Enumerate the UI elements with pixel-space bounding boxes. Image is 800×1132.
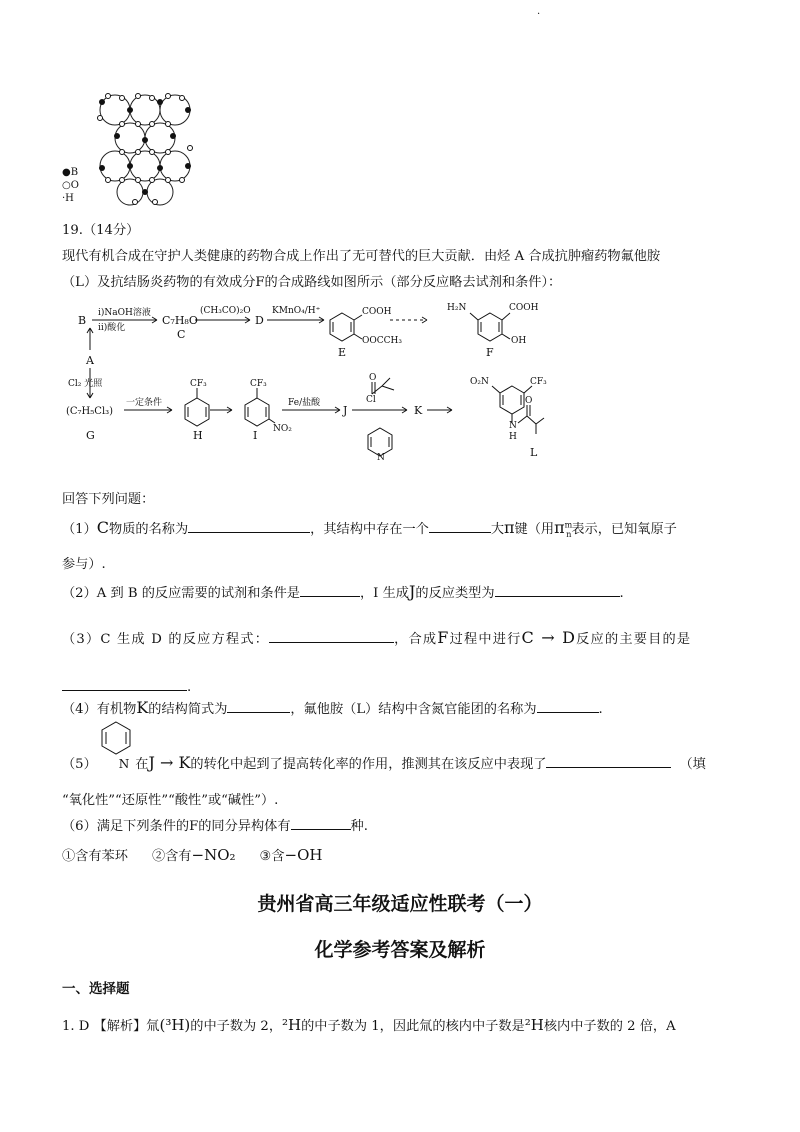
legend-hydrogen: ·H (62, 193, 74, 204)
e-cooh-group: COOH (362, 307, 392, 317)
condition-1: ①含有苯环 (62, 849, 128, 864)
q5-text-role: 的转化中起到了提高转化率的作用，推测其在该反应中表现了 (190, 757, 547, 772)
condition-b-2: ii)酸化 (98, 323, 126, 333)
q3-text-synthesis: ，合成 (394, 632, 438, 647)
a1-text-end: 核内中子数的 2 倍，A (543, 1019, 676, 1034)
compound-g-formula: (C₇H₅Cl₃) (66, 406, 114, 417)
q1-text-notation: 表示，已知氧原子 (571, 522, 677, 537)
q6-text-isomers: （6）满足下列条件的F的同分异构体有 (62, 819, 291, 834)
q3-text-purpose: 反应的主要目的是 (576, 632, 692, 647)
q6-count-blank[interactable] (291, 816, 351, 830)
q4-text-compound: （4）有机物 (62, 702, 137, 717)
i-cf3-group: CF₃ (250, 379, 267, 389)
answer-1 (62, 1015, 676, 1034)
q2-text-i: ，I 生成 (360, 586, 409, 601)
q2-text-type: 的反应类型为 (415, 586, 495, 601)
condition-a: Cl₂ 光照 (68, 379, 103, 389)
condition-d: KMnO₄/H⁺ (272, 306, 321, 316)
question-3-line-1 (62, 628, 691, 647)
header-dot: . (537, 6, 541, 17)
q3-text-process: 过程中进行 (449, 632, 522, 647)
reagent-oxygen: O (369, 373, 377, 383)
a1-tritium-symbol: (³H) (159, 1016, 191, 1034)
q5-text-in: 在 (135, 757, 149, 772)
answers-title: 贵州省高三年级适应性联考（一） (257, 893, 543, 915)
answer-intro: 回答下列问题： (62, 492, 155, 507)
synthesis-route-scheme (62, 298, 622, 468)
q1-subscript-n: n (566, 529, 572, 539)
boric-acid-lattice-figure (60, 88, 210, 208)
question-4 (62, 698, 603, 717)
compound-d-label: D (255, 314, 264, 327)
legend-oxygen: ○O (62, 180, 79, 191)
question-number: 19.（14分） (62, 223, 140, 238)
q2-text-reagent: （2）A 到 B 的反应需要的试剂和条件是 (62, 586, 300, 601)
q1-index: （1） (62, 522, 97, 537)
f-oh-group: OH (511, 336, 527, 346)
q1-text-name: 物质的名称为 (109, 522, 189, 537)
q1-compound-c: C (96, 518, 110, 537)
compound-a-label: A (86, 354, 94, 367)
question-5-line-1 (62, 753, 706, 772)
a1-text-intro: 1. D 【解析】氚 (62, 1019, 160, 1034)
a1-text-neutrons: 的中子数为 2， (190, 1019, 283, 1034)
q3-equation-blank[interactable] (269, 629, 394, 643)
q1-superscript-m: m (564, 520, 573, 530)
q4-structure-blank[interactable] (227, 699, 290, 713)
question-1-line-1 (62, 518, 677, 539)
compound-i-label: I (253, 429, 258, 442)
q6-text-kinds: 种. (350, 819, 368, 834)
q5-pyridine-n: N (118, 757, 130, 771)
compound-f-label: F (486, 346, 494, 359)
q2-compound-j: J (408, 582, 416, 601)
l-amide-hydrogen: H (509, 432, 517, 442)
q4-group-blank[interactable] (537, 699, 599, 713)
condition-3: ③含 (259, 849, 285, 864)
question-1-line-2: 参与）. (62, 557, 106, 572)
q1-pi-blank[interactable] (429, 519, 491, 533)
compound-b-label: B (78, 314, 87, 327)
q5-text-fill: （填 (679, 757, 706, 772)
compound-h-label: H (193, 429, 203, 442)
compound-k-label: K (414, 404, 423, 417)
condition-c: (CH₃CO)₂O (200, 306, 251, 316)
e-ester-group: OOCCH₃ (362, 336, 402, 346)
compound-c-label: C (177, 328, 186, 341)
condition-b-1: i)NaOH溶液 (98, 308, 151, 318)
answers-subtitle: 化学参考答案及解析 (314, 939, 486, 961)
condition-g: 一定条件 (126, 398, 163, 408)
question-6 (62, 815, 368, 834)
compound-g-label: G (86, 429, 95, 442)
condition-2: ②含有 (151, 849, 192, 864)
compound-l-label: L (530, 446, 538, 459)
l-cf3-group: CF₃ (530, 377, 547, 387)
q1-name-blank[interactable] (188, 519, 310, 533)
q2-reagent-blank[interactable] (300, 583, 360, 597)
h-cf3-group: CF₃ (190, 379, 207, 389)
a1-deuterium-symbol-2: ²H (524, 1016, 544, 1034)
q1-pi-symbol: π (504, 518, 515, 537)
q5-property-blank[interactable] (546, 754, 671, 768)
question-3-line-2 (62, 677, 191, 695)
q3-compound-f: F (437, 628, 450, 647)
q3-purpose-blank[interactable] (62, 677, 187, 691)
l-carbonyl-oxygen: O (525, 396, 533, 406)
a1-deuterium-symbol: ²H (282, 1016, 302, 1034)
q1-text-exists: ，其结构中存在一个 (310, 522, 429, 537)
question-6-conditions (62, 845, 322, 864)
f-cooh-group: COOH (509, 303, 539, 313)
question-2 (62, 582, 624, 601)
q1-text-big: 大 (490, 522, 505, 537)
q2-period: . (619, 586, 624, 601)
l-amide-nitrogen: N (509, 421, 517, 431)
q5-index: （5） (62, 757, 97, 772)
condition-2-group: −NO₂ (191, 846, 236, 864)
lattice-legend (62, 166, 79, 205)
q3-period: . (187, 680, 192, 695)
question-intro-2: （L）及抗结肠炎药物的有效成分F的合成路线如图所示（部分反应略去试剂和条件）： (62, 275, 562, 290)
l-nitro-group: O₂N (470, 377, 489, 387)
q4-compound-k: K (136, 698, 149, 717)
q4-text-group: ，氟他胺（L）结构中含氮官能团的名称为 (290, 702, 537, 717)
a1-text-compare: 的中子数为 1，因此氚的核内中子数是 (301, 1019, 525, 1034)
q2-type-blank[interactable] (495, 583, 620, 597)
f-amino-group: H₂N (447, 303, 467, 313)
q3-c-to-d: C → D (521, 628, 577, 647)
q1-text-bond: 键（用 (514, 522, 555, 537)
q4-text-structure: 的结构简式为 (148, 702, 228, 717)
question-intro-1: 现代有机合成在守护人类健康的药物合成上作出了无可替代的巨大贡献．由烃 A 合成抗肿瘤药物氟他胺 (62, 249, 661, 264)
compound-c-formula: C₇H₈O (162, 314, 198, 327)
section-heading: 一、选择题 (62, 981, 130, 997)
q5-j-to-k: J → K (148, 753, 191, 772)
question-5-line-2: “氧化性”“还原性”“酸性”或“碱性”）. (62, 793, 279, 808)
q3-text-equation: （3）C 生成 D 的反应方程式： (62, 632, 270, 647)
i-no2-group: NO₂ (273, 424, 292, 434)
condition-3-group: −OH (284, 846, 323, 864)
compound-j-label: J (343, 404, 348, 417)
reagent-chlorine: Cl (366, 395, 376, 405)
pyridine-nitrogen: N (377, 453, 385, 463)
compound-e-label: E (338, 346, 347, 359)
legend-boron: ●B (62, 167, 79, 178)
q1-pi-notation: π (554, 518, 565, 537)
q4-period: . (598, 702, 603, 717)
condition-i: Fe/盐酸 (288, 398, 321, 408)
